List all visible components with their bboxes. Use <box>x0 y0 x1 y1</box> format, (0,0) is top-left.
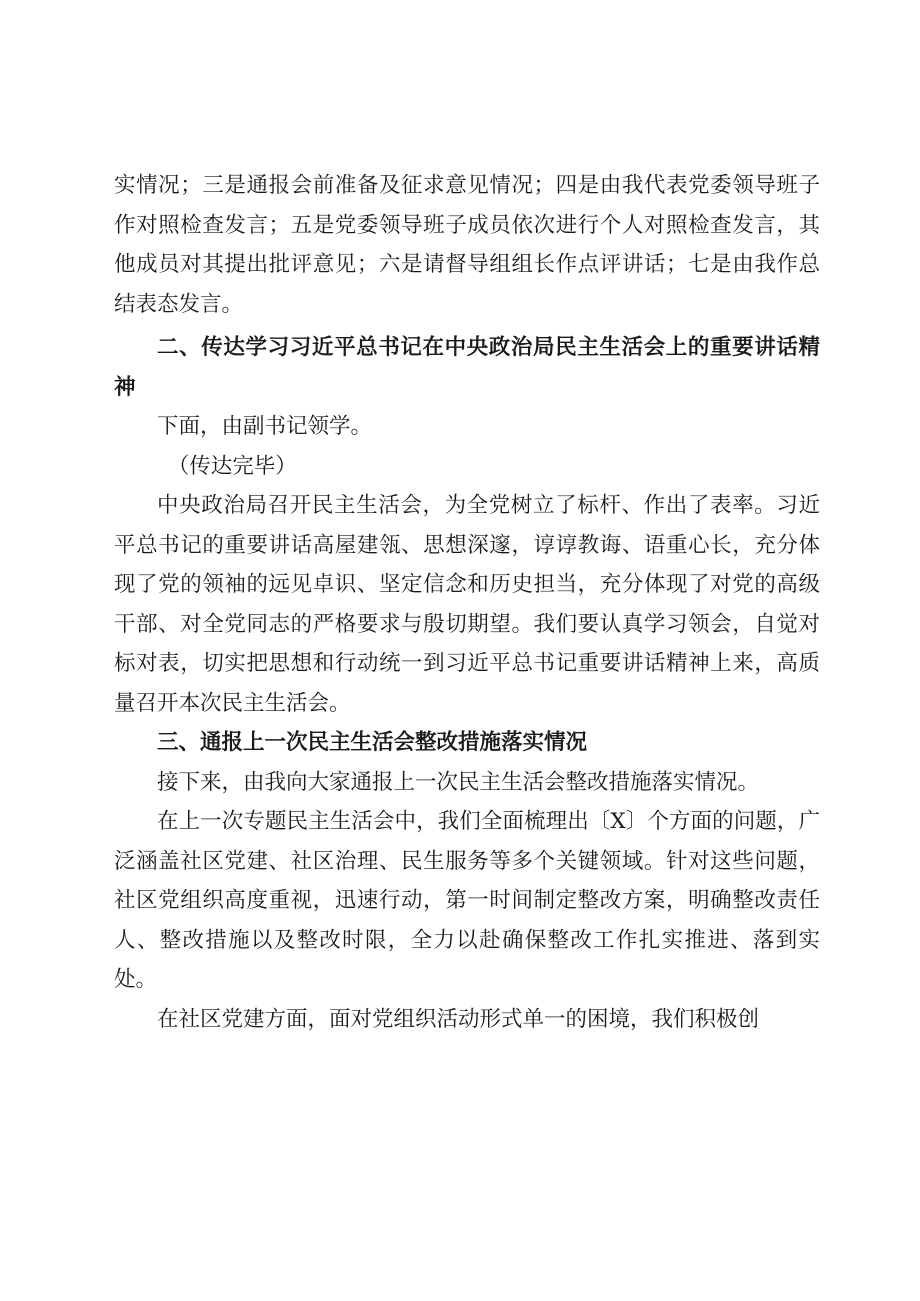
paragraph-party-building: 在社区党建方面，面对党组织活动形式单一的困境，我们积极创 <box>157 1006 760 1032</box>
paragraph-note: （传达完毕） <box>167 453 297 479</box>
document-body <box>114 166 820 1039</box>
paragraph-lead-study: 下面，由副书记领学。 <box>157 414 373 439</box>
paragraph-study-summary: 中央政治局召开民主生活会，为全党树立了标杆、作出了表率。习近平总书记的重要讲话高屋建瓴、思想深邃，谆谆教诲、语重心长，充分体现了党的领袖的远见卓识、坚定信念和历史担当，充分体现了对党的高级干部、对全党同志的严格要求与殷切期望。我们要认真学习领会，自觉对标对表，切实把思想和行动统一到习近平总书记重要讲话精神上来，高质量召开本次民主生活会。 <box>114 493 820 716</box>
paragraph-rectification-overview: 在上一次专题民主生活会中，我们全面梳理出〔X〕个方面的问题，广泛涵盖社区党建、社区治理、民生服务等多个关键领域。针对这些问题，社区党组织高度重视，迅速行动，第一时间制定整改方案，明确整改责任人、整改措施以及整改时限，全力以赴确保整改工作扎实推进、落到实处。 <box>114 809 820 992</box>
section-heading-2: 二、传达学习习近平总书记在中央政治局民主生活会上的重要讲话精神 <box>114 335 820 400</box>
paragraph-report-intro: 接下来，由我向大家通报上一次民主生活会整改措施落实情况。 <box>157 769 760 795</box>
paragraph-meeting-agenda: 实情况；三是通报会前准备及征求意见情况；四是由我代表党委领导班子作对照检查发言；五是党委领导班子成员依次进行个人对照检查发言，其他成员对其提出批评意见；六是请督导组组长作点评讲话；七是由我作总结表态发言。 <box>114 173 820 317</box>
section-heading-3: 三、通报上一次民主生活会整改措施落实情况 <box>157 730 588 755</box>
